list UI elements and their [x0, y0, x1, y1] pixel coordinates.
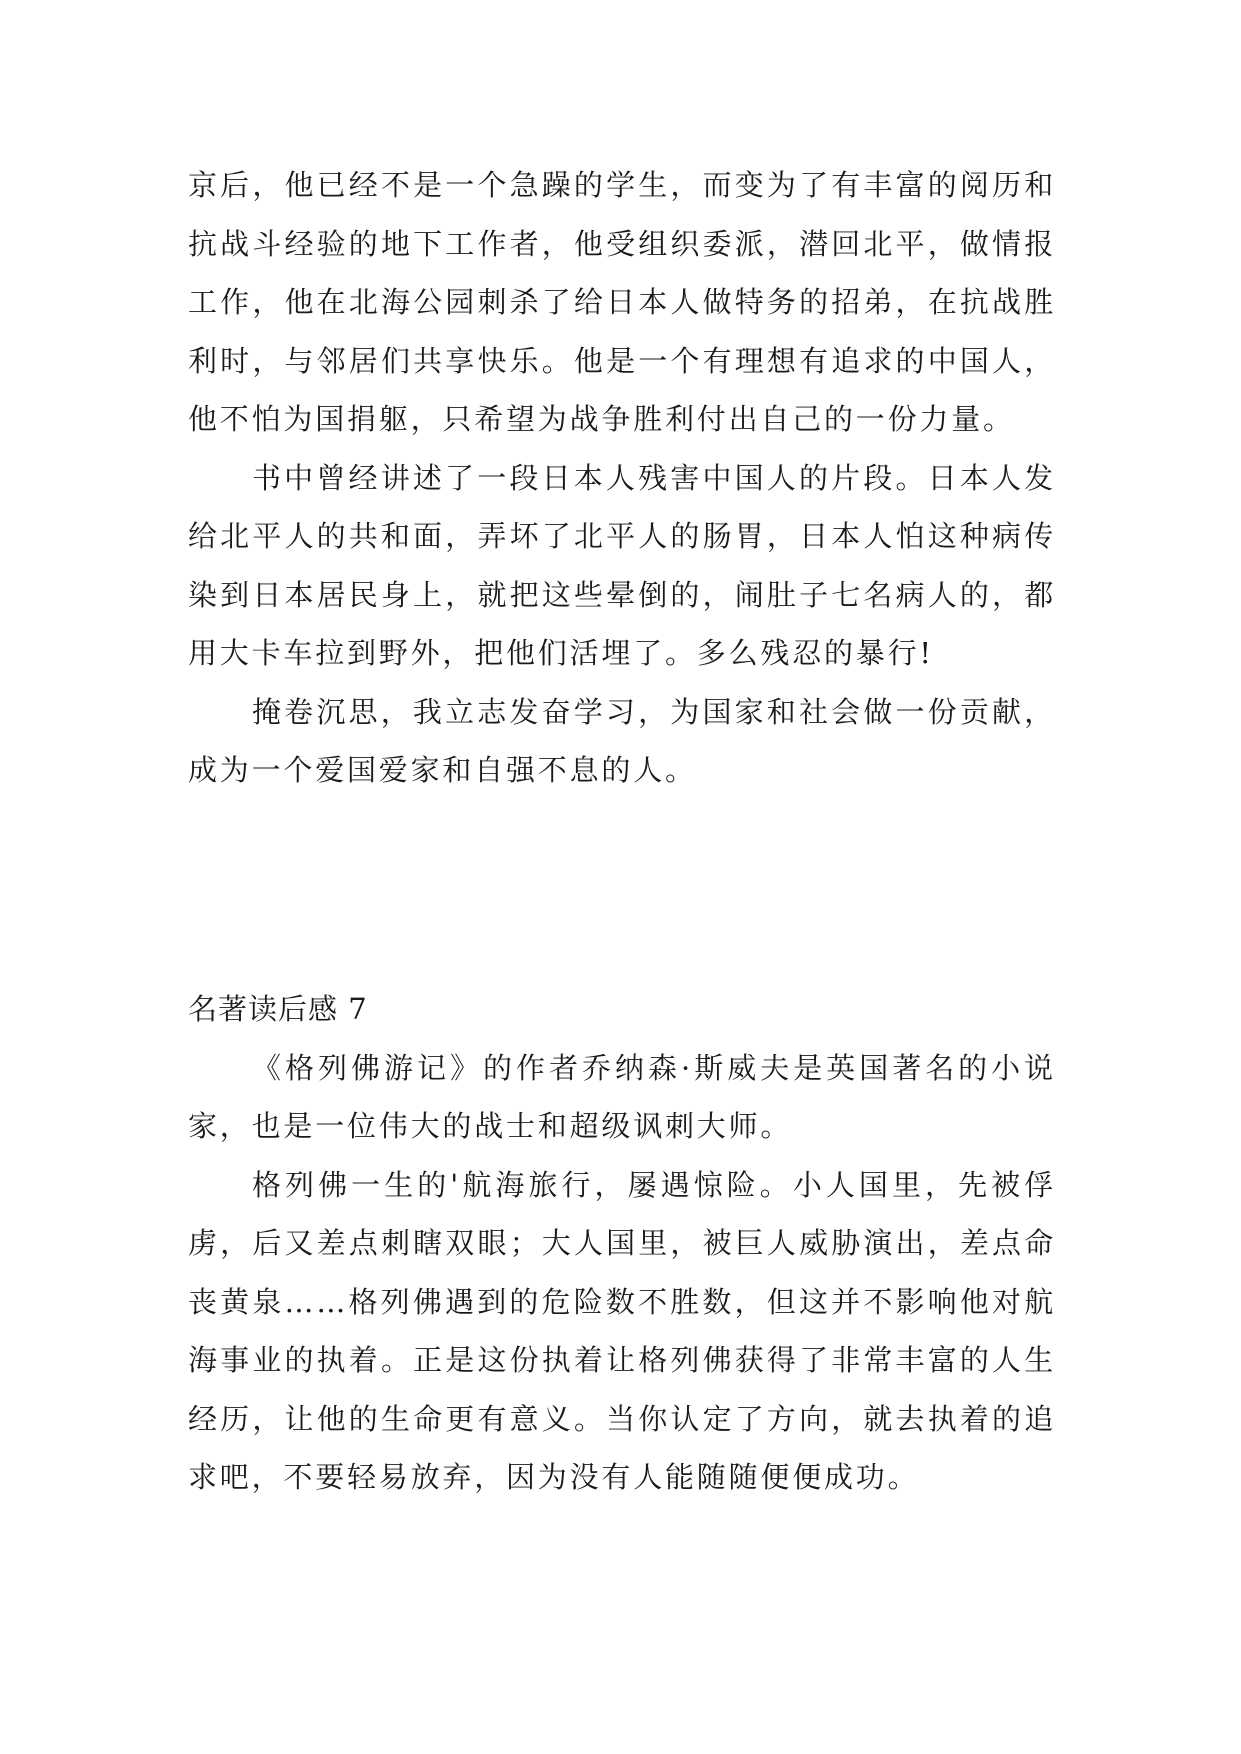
paragraph: 《格列佛游记》的作者乔纳森·斯威夫是英国著名的小说家，也是一位伟大的战士和超级讽刺大师。: [188, 1050, 1056, 1143]
paragraph: 格列佛一生的'航海旅行，屡遇惊险。小人国里，先被俘虏，后又差点刺瞎双眼；大人国里，被巨人威胁演出，差点命丧黄泉……格列佛遇到的危险数不胜数，但这并不影响他对航海事业的执着。正是这份执着让格列佛获得了非常丰富的人生经历，让他的生命更有意义。当你认定了方向，就去执着的追求吧，不要轻易放弃，因为没有人能随随便便成功。: [188, 1167, 1056, 1494]
paragraph: 掩卷沉思，我立志发奋学习，为国家和社会做一份贡献，成为一个爱国爱家和自强不息的人。: [188, 694, 1056, 787]
essay-7: [188, 980, 1056, 1507]
essay-continuation: [188, 156, 1056, 800]
paragraph: 书中曾经讲述了一段日本人残害中国人的片段。日本人发给北平人的共和面，弄坏了北平人的肠胃，日本人怕这种病传染到日本居民身上，就把这些晕倒的，闹肚子七名病人的，都用大卡车拉到野外，把他们活埋了。多么残忍的暴行!: [188, 460, 1056, 670]
section-heading: 名著读后感 7: [188, 992, 368, 1026]
paragraph-continued: 京后，他已经不是一个急躁的学生，而变为了有丰富的阅历和抗战斗经验的地下工作者，他受组织委派，潜回北平，做情报工作，他在北海公园刺杀了给日本人做特务的招弟，在抗战胜利时，与邻居们共享快乐。他是一个有理想有追求的中国人，他不怕为国捐躯，只希望为战争胜利付出自己的一份力量。: [188, 168, 1056, 436]
